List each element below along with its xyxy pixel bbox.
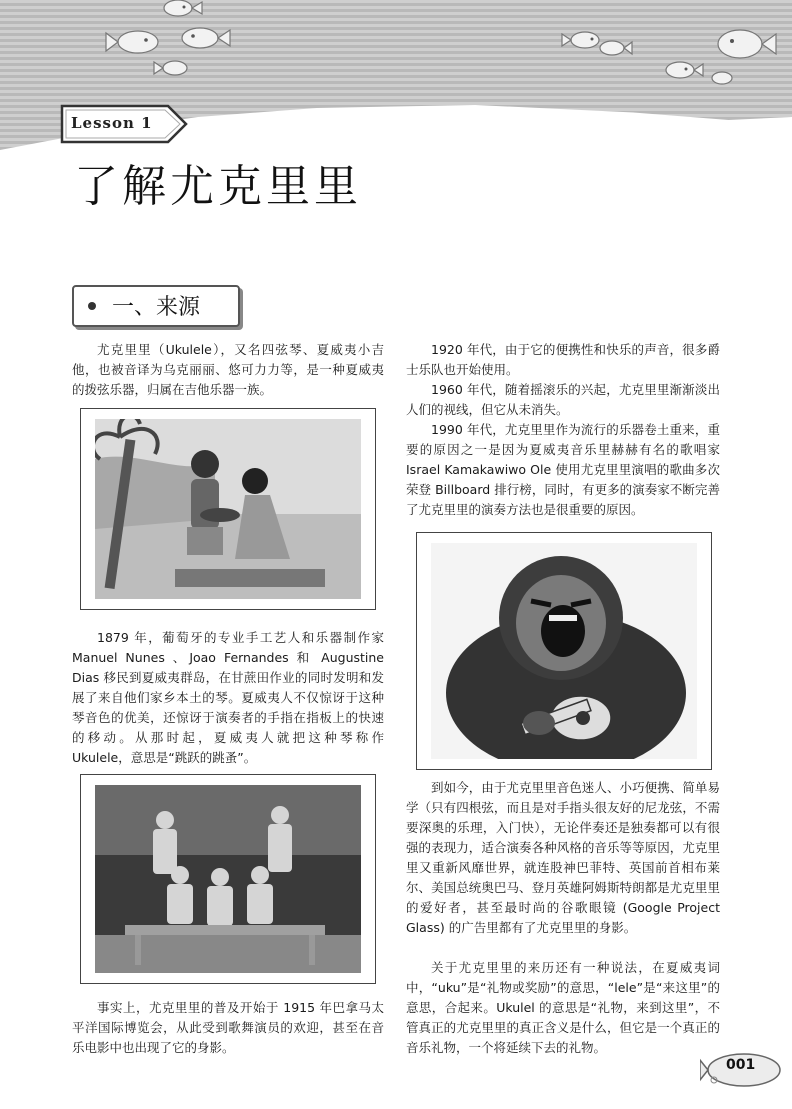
women-ukulele-photo-icon: [95, 785, 361, 973]
section-label: 一、来源: [112, 295, 201, 320]
paragraph-1990s: 1990 年代，尤克里里作为流行的乐器卷土重来，重要的原因之一是因为夏威夷音乐里赫赫有名的歌唱家 Israel Kamakawiwo Ole 使用尤克里里演唱的歌曲多次荣登 Billboard 排行榜，同时，有更多的演奏家不断完善了尤克里里的演奏方法也是很重要的原因。: [406, 422, 720, 517]
page-number: 001: [726, 1057, 756, 1073]
section-heading: [72, 285, 240, 327]
photo-hawaiian-couple: [80, 408, 376, 610]
paragraph-history-1879: 1879 年，葡萄牙的专业手工艺人和乐器制作家 Manuel Nunes 、Joao Fernandes 和 Augustine Dias 移民到夏威夷群岛，在甘蔗田作业的同时发明和发展了来自他们家乡本土的琴。夏威夷人不仅惊讶于这种琴音色的优美，还惊讶于演奏者的手指在指板上的快速的移动。从那时起，夏威夷人就把这种琴称作 Ukulele，意思是“跳跃的跳蚤”。: [72, 630, 384, 765]
bullet-icon: [88, 302, 96, 310]
paragraph-intro: 尤克里里（Ukulele），又名四弦琴、夏威夷小吉他，也被音译为乌克丽丽、悠可力力等，是一种夏威夷的拨弦乐器，归属在吉他乐器一族。: [72, 342, 384, 397]
paragraph-origin-name: 关于尤克里里的来历还有一种说法，在夏威夷词中，“uku”是“礼物或奖励”的意思，“lele”是“来这里”的意思，合起来。Ukulel 的意思是“礼物，来到这里”，不管真正的尤克里里的真正含义是什么，但它是一个真正的音乐礼物，一个将延续下去的礼物。: [406, 960, 720, 1055]
paragraph-1960s: 1960 年代，随着摇滚乐的兴起，尤克里里渐渐淡出人们的视线，但它从未消失。: [406, 382, 720, 417]
couple-ukulele-illustration-icon: [95, 419, 361, 599]
photo-vintage-group: [80, 774, 376, 984]
paragraph-1920s: 1920 年代，由于它的便携性和快乐的声音，很多爵士乐队也开始使用。: [406, 342, 720, 377]
photo-israel-caricature: [416, 532, 712, 770]
singer-caricature-icon: [431, 543, 697, 759]
paragraph-today: 到如今，由于尤克里里音色迷人、小巧便携、简单易学（只有四根弦，而且是对手指头很友好的尼龙弦，不需要深奥的乐理，入门快），无论伴奏还是独奏都可以有很强的表现力，适合演奏各种风格的音乐等等原因，尤克里里又重新风靡世界，就连股神巴菲特、英国前首相布莱尔、美国总统奥巴马、登月英雄阿姆斯特朗都是尤克里里的爱好者，甚至最时尚的谷歌眼镜 (Google Project Glass) 的广告里都有了尤克里里的身影。: [406, 780, 720, 935]
lesson-label: Lesson 1: [71, 114, 153, 132]
page-title: 了解尤克里里: [74, 161, 362, 212]
paragraph-expo-1915: 事实上，尤克里里的普及开始于 1915 年巴拿马太平洋国际博览会，从此受到歌舞演员的欢迎，甚至在音乐电影中也出现了它的身影。: [72, 1000, 384, 1055]
